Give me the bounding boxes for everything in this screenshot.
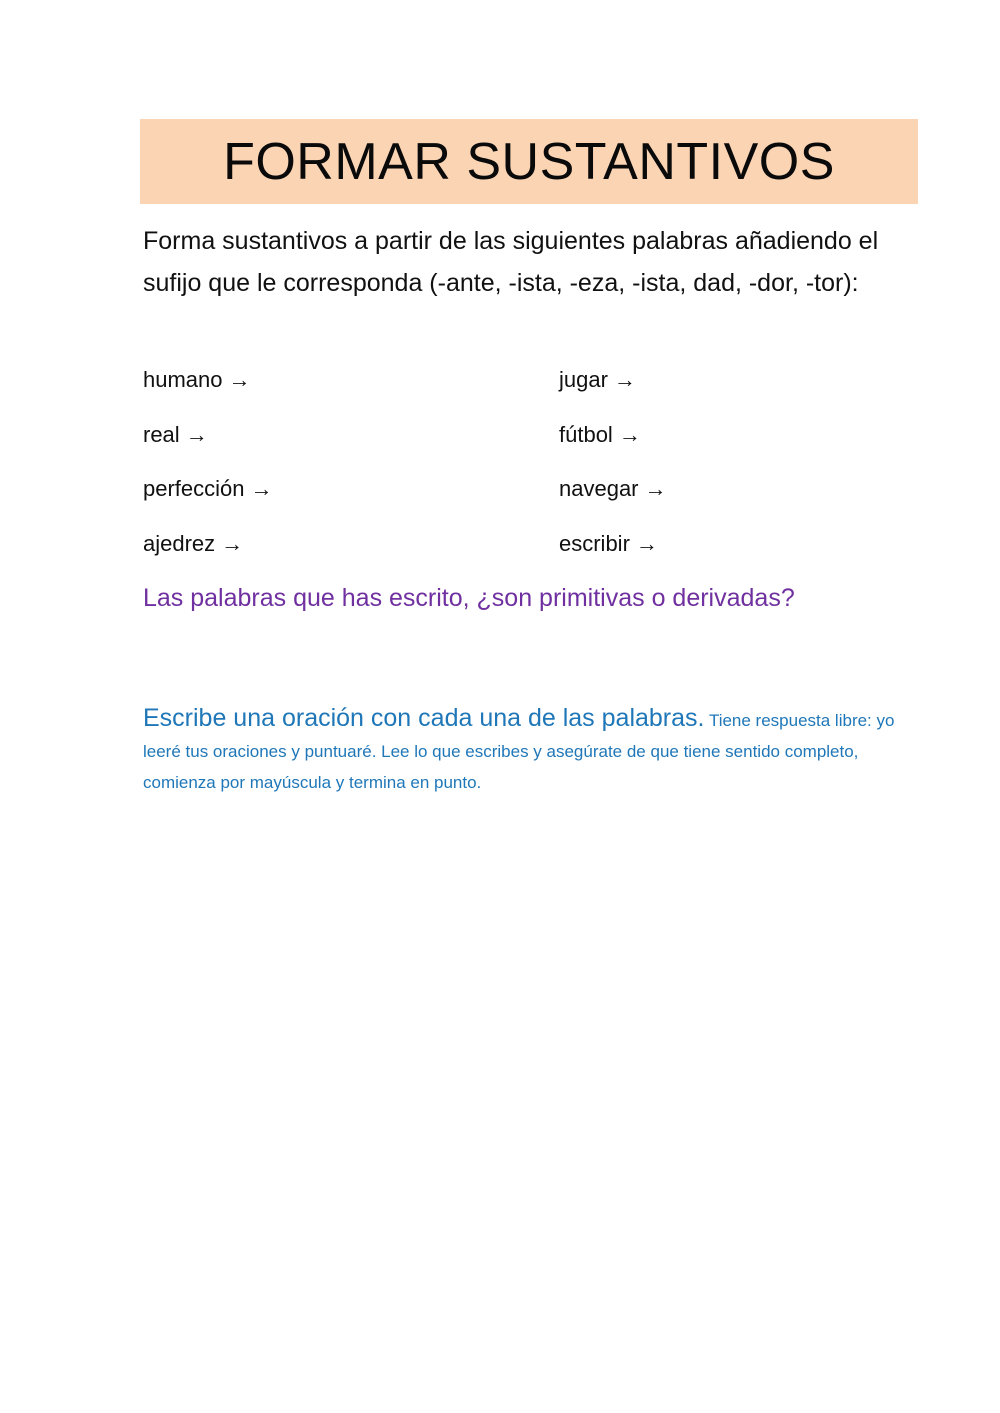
sentence-task-heading: Escribe una oración con cada una de las palabras. [143, 704, 705, 732]
word-label: jugar [559, 367, 608, 392]
question-text: Las palabras que has escrito, ¿son primitivas o derivadas? [143, 584, 795, 612]
word-label: fútbol [559, 422, 613, 447]
word-item [143, 476, 273, 502]
arrow-right-icon: → [635, 531, 658, 556]
page-title: FORMAR SUSTANTIVOS [223, 132, 835, 191]
sentence-task [143, 703, 918, 799]
word-label: ajedrez [143, 531, 216, 556]
arrow-right-icon: → [644, 476, 667, 501]
word-label: humano [143, 367, 223, 392]
word-item [143, 422, 208, 448]
word-label: escribir [559, 531, 630, 556]
arrow-right-icon: → [613, 367, 636, 392]
word-label: navegar [559, 476, 639, 501]
word-item [559, 476, 667, 502]
title-banner [140, 119, 918, 204]
arrow-right-icon: → [618, 422, 641, 447]
arrow-right-icon: → [250, 476, 273, 501]
word-label: perfección [143, 476, 245, 501]
arrow-right-icon: → [221, 531, 244, 556]
word-label: real [143, 422, 180, 447]
instructions-text: Forma sustantivos a partir de las siguientes palabras añadiendo el sufijo que le corresponda (-ante, -ista, -eza, -ista, dad, -dor, -tor): [143, 227, 879, 297]
word-item [143, 367, 251, 393]
word-item [559, 367, 636, 393]
word-item [143, 531, 243, 557]
arrow-right-icon: → [185, 422, 208, 447]
arrow-right-icon: → [228, 367, 251, 392]
sentence-task-note: Tiene respuesta libre: yo leeré tus oraciones y puntuaré. Lee lo que escribes y asegúrate de que tiene sentido completo, comienza por mayúscula y termina en punto. [143, 711, 895, 792]
word-item [559, 422, 641, 448]
word-item [559, 531, 658, 557]
